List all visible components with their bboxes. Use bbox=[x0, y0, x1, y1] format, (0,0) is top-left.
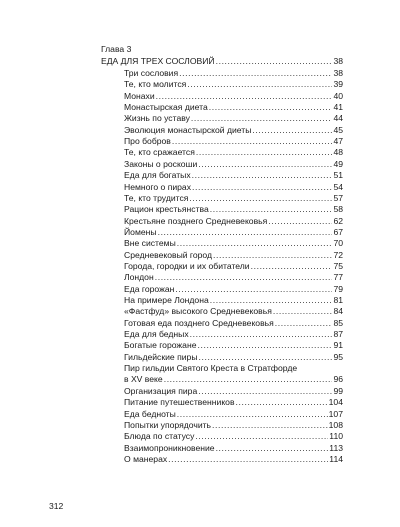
toc-entry-title: Средневековый город bbox=[124, 249, 213, 260]
toc-entry bbox=[124, 431, 343, 442]
chapter-page-number: 38 bbox=[333, 56, 343, 66]
dot-leader bbox=[177, 238, 333, 249]
toc-entry-page: 81 bbox=[333, 295, 343, 305]
dot-leader bbox=[175, 284, 332, 295]
toc-entry-title: Еда для бедных bbox=[124, 329, 189, 340]
toc-entry-page: 96 bbox=[333, 374, 343, 385]
toc-entry-page: 45 bbox=[333, 124, 343, 135]
toc-entry-title: Жизнь по уставу bbox=[124, 113, 190, 124]
toc-entry-page: 41 bbox=[333, 102, 343, 113]
dot-leader bbox=[199, 352, 333, 363]
toc-entry-page: 58 bbox=[333, 204, 343, 215]
toc-entry-title: Богатые горожане bbox=[124, 340, 197, 351]
dot-leader bbox=[213, 250, 332, 261]
dot-leader bbox=[216, 443, 329, 454]
toc-entry bbox=[124, 204, 343, 215]
dot-leader bbox=[155, 272, 333, 283]
toc-entry-title: Лондон bbox=[124, 272, 154, 283]
dot-leader bbox=[189, 193, 332, 204]
toc-entry-title: Гильдейские пиры bbox=[124, 351, 198, 362]
toc-entry bbox=[124, 318, 343, 329]
toc-entry-page: 114 bbox=[329, 453, 343, 464]
dot-leader bbox=[156, 91, 333, 102]
toc-entry bbox=[124, 352, 343, 363]
dot-leader bbox=[158, 227, 333, 238]
toc-entry-page: 44 bbox=[333, 113, 343, 124]
toc-entry bbox=[124, 250, 343, 261]
dot-leader bbox=[252, 125, 332, 136]
toc-entry-page: 110 bbox=[329, 431, 343, 442]
toc-entry-page: 49 bbox=[333, 158, 343, 169]
toc-entry bbox=[124, 193, 343, 204]
toc-entry-title: Законы о роскоши bbox=[124, 158, 198, 169]
toc-entry-page: 104 bbox=[328, 397, 343, 408]
toc-entry-page: 39 bbox=[333, 79, 343, 90]
toc-entry-title: Про бобров bbox=[124, 136, 171, 147]
toc-entry-page: 62 bbox=[333, 215, 343, 226]
dot-leader bbox=[210, 295, 333, 306]
toc-entry-title: О манерах bbox=[124, 453, 168, 464]
toc-entry bbox=[124, 420, 343, 431]
toc-entry bbox=[124, 159, 343, 170]
toc-entry-page: 48 bbox=[333, 147, 343, 158]
toc-entry bbox=[124, 374, 343, 385]
toc-entry bbox=[124, 443, 343, 454]
dot-leader bbox=[187, 79, 332, 90]
toc-entry-title: Города, городки и их обитатели bbox=[124, 260, 250, 271]
toc-entry bbox=[124, 147, 343, 158]
toc-entry-title: Рацион крестьянства bbox=[124, 204, 209, 215]
toc-entry-page: 72 bbox=[333, 249, 343, 260]
dot-leader bbox=[195, 431, 328, 442]
toc-entry bbox=[124, 170, 343, 181]
toc-entry-page: 47 bbox=[333, 136, 343, 147]
toc-entry-title: Монастырская диета bbox=[124, 102, 208, 113]
toc-entry-page: 38 bbox=[333, 68, 343, 78]
dot-leader bbox=[191, 113, 333, 124]
dot-leader bbox=[164, 374, 333, 385]
dot-leader bbox=[273, 306, 333, 317]
dot-leader bbox=[179, 68, 332, 79]
dot-leader bbox=[251, 261, 333, 272]
toc-entry-title: Немного о пирах bbox=[124, 181, 192, 192]
toc-entry bbox=[124, 136, 343, 147]
dot-leader bbox=[216, 56, 333, 67]
toc-entry bbox=[124, 68, 343, 79]
toc-entry bbox=[124, 238, 343, 249]
toc-entry bbox=[124, 182, 343, 193]
toc-entry-title: Пир гильдии Святого Креста в Стратфорде bbox=[124, 363, 298, 374]
toc-entry-title: «Фастфуд» высокого Средневековья bbox=[124, 306, 272, 317]
toc-entry-title: Еда горожан bbox=[124, 283, 175, 294]
toc-entry-title: Еда для богатых bbox=[124, 170, 191, 181]
dot-leader bbox=[268, 216, 332, 227]
toc-entry-page: 113 bbox=[329, 442, 343, 453]
toc-entry bbox=[124, 272, 343, 283]
toc-entry-page: 54 bbox=[333, 181, 343, 192]
dot-leader bbox=[192, 170, 333, 181]
toc-entry-title: Те, кто трудится bbox=[124, 192, 189, 203]
dot-leader bbox=[168, 454, 328, 465]
toc-entry bbox=[124, 261, 343, 272]
toc-entry-title: Питание путешественников bbox=[124, 397, 235, 408]
dot-leader bbox=[177, 409, 328, 420]
dot-leader bbox=[197, 340, 332, 351]
chapter-title-row bbox=[101, 56, 343, 67]
dot-leader bbox=[190, 329, 333, 340]
dot-leader bbox=[172, 136, 333, 147]
toc-entry-page: 57 bbox=[333, 192, 343, 203]
toc-entry bbox=[124, 125, 343, 136]
toc-entry-page: 40 bbox=[333, 90, 343, 101]
toc-entry-title: Еда бедноты bbox=[124, 408, 176, 419]
toc-entry bbox=[124, 216, 343, 227]
toc-entry-page: 99 bbox=[333, 385, 343, 396]
dot-leader bbox=[196, 147, 333, 158]
toc-entry-page: 108 bbox=[328, 419, 343, 430]
toc-entry bbox=[124, 386, 343, 397]
toc-entry-page: 75 bbox=[333, 260, 343, 271]
toc-entry-page: 51 bbox=[333, 170, 343, 181]
toc-entry bbox=[124, 79, 343, 90]
toc-entry-title: Блюда по статусу bbox=[124, 431, 195, 442]
toc-entry-title: Три сословия bbox=[124, 68, 179, 78]
toc-entry-title: Те, кто сражается bbox=[124, 147, 195, 158]
toc-entry-page: 84 bbox=[333, 306, 343, 317]
toc-entry bbox=[124, 340, 343, 351]
toc-entry-title: Попытки упорядочить bbox=[124, 419, 212, 430]
dot-leader bbox=[212, 420, 328, 431]
dot-leader bbox=[210, 204, 333, 215]
dot-leader bbox=[198, 386, 332, 397]
toc-entry-page: 77 bbox=[333, 272, 343, 283]
toc-entry-title: Готовая еда позднего Средневековья bbox=[124, 317, 274, 328]
dot-leader bbox=[192, 182, 332, 193]
toc-entry bbox=[124, 306, 343, 317]
toc-entry bbox=[124, 113, 343, 124]
page-number: 312 bbox=[49, 501, 64, 511]
toc-entry bbox=[124, 397, 343, 408]
toc-entry-title: Эволюция монастырской диеты bbox=[124, 124, 252, 135]
chapter-title: ЕДА ДЛЯ ТРЕХ СОСЛОВИЙ bbox=[101, 56, 215, 66]
toc-entry bbox=[124, 102, 343, 113]
toc-entry bbox=[124, 284, 343, 295]
toc-entry-page: 95 bbox=[333, 351, 343, 362]
toc-entry bbox=[124, 91, 343, 102]
toc-entry-title: Йомены bbox=[124, 226, 157, 237]
toc-entry-page: 70 bbox=[333, 238, 343, 249]
toc-entry-title: Организация пира bbox=[124, 385, 198, 396]
chapter-label: Глава 3 bbox=[101, 44, 132, 54]
toc-entry-page: 91 bbox=[333, 340, 343, 351]
dot-leader bbox=[198, 159, 332, 170]
toc-entry bbox=[124, 227, 343, 238]
toc-entry-page: 67 bbox=[333, 226, 343, 237]
toc-entry-title: Монахи bbox=[124, 90, 155, 101]
dot-leader bbox=[209, 102, 333, 113]
toc-entry-title: На примере Лондона bbox=[124, 295, 209, 305]
dot-leader bbox=[275, 318, 333, 329]
toc-entry-title: Те, кто молится bbox=[124, 79, 187, 90]
toc-entry bbox=[124, 454, 343, 465]
toc-entry bbox=[124, 409, 343, 420]
toc-entry-title: Вне системы bbox=[124, 238, 176, 249]
toc-entry bbox=[124, 295, 343, 306]
toc-entry-title: Крестьяне позднего Средневековья bbox=[124, 215, 268, 226]
toc-entry-page: 85 bbox=[333, 317, 343, 328]
toc-entry-title: Взаимопроникновение bbox=[124, 442, 215, 453]
toc-entry-page: 87 bbox=[333, 329, 343, 340]
toc-entry bbox=[124, 329, 343, 340]
toc-entry-page: 107 bbox=[328, 408, 343, 419]
toc-entry-title-cont: в XV веке bbox=[124, 374, 163, 385]
toc-entry-page: 79 bbox=[333, 283, 343, 294]
dot-leader bbox=[236, 397, 328, 408]
